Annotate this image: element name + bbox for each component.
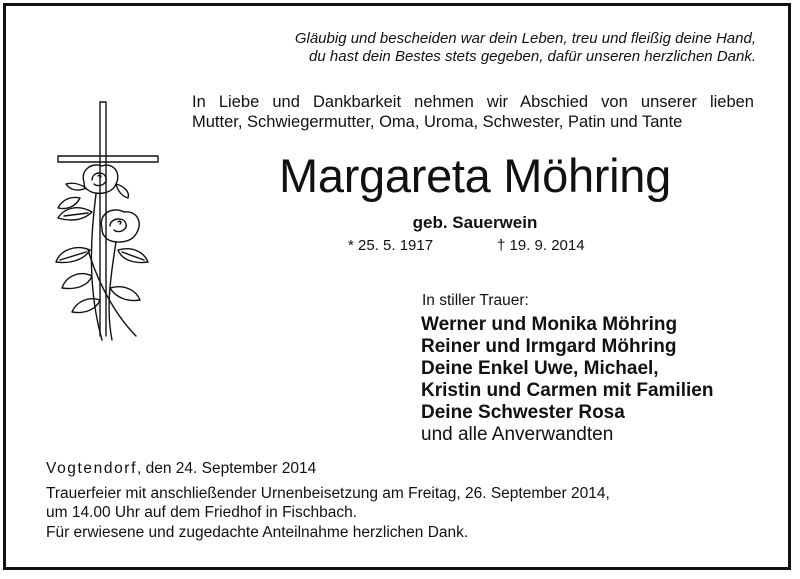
mourner-line: Werner und Monika Möhring	[421, 314, 678, 335]
death-date: † 19. 9. 2014	[497, 237, 585, 254]
notice-date: , den 24. September 2014	[136, 460, 317, 477]
intro-text	[192, 92, 754, 132]
poem-line-1: Gläubig und bescheiden war dein Leben, treu und fleißig deine Hand,	[294, 30, 756, 47]
intro-line-1: In Liebe und Dankbarkeit nehmen wir Abschied von unserer lieben	[192, 93, 754, 111]
place-date	[46, 459, 316, 479]
cross-with-roses-icon	[40, 100, 170, 350]
birth-date: * 25. 5. 1917	[348, 237, 434, 254]
service-info	[46, 485, 610, 522]
mourner-line: Reiner und Irmgard Möhring	[421, 336, 677, 357]
mourners-list	[421, 314, 713, 424]
service-line-2: um 14.00 Uhr auf dem Friedhof in Fischbach.	[46, 503, 358, 521]
poem	[286, 30, 756, 66]
place-name: Vogtendorf	[46, 460, 137, 477]
intro-line-2: Mutter, Schwiegermutter, Oma, Uroma, Schwester, Patin und Tante	[192, 113, 683, 131]
service-line-1: Trauerfeier mit anschließender Urnenbeisetzung am Freitag, 26. September 2014,	[46, 485, 610, 502]
poem-line-2: du hast dein Bestes stets gegeben, dafür unseren herzlichen Dank.	[309, 48, 756, 65]
maiden-name: geb. Sauerwein	[412, 213, 538, 232]
mourner-line: Deine Enkel Uwe, Michael,	[421, 358, 659, 379]
deceased-name: Margareta Möhring	[279, 149, 671, 202]
mourners-label: In stiller Trauer:	[422, 292, 529, 309]
thanks-line: Für erwiesene und zugedachte Anteilnahme herzlichen Dank.	[46, 524, 469, 541]
relatives-line: und alle Anverwandten	[421, 424, 614, 445]
mourner-line: Kristin und Carmen mit Familien	[421, 380, 714, 401]
mourner-line: Deine Schwester Rosa	[421, 402, 625, 423]
